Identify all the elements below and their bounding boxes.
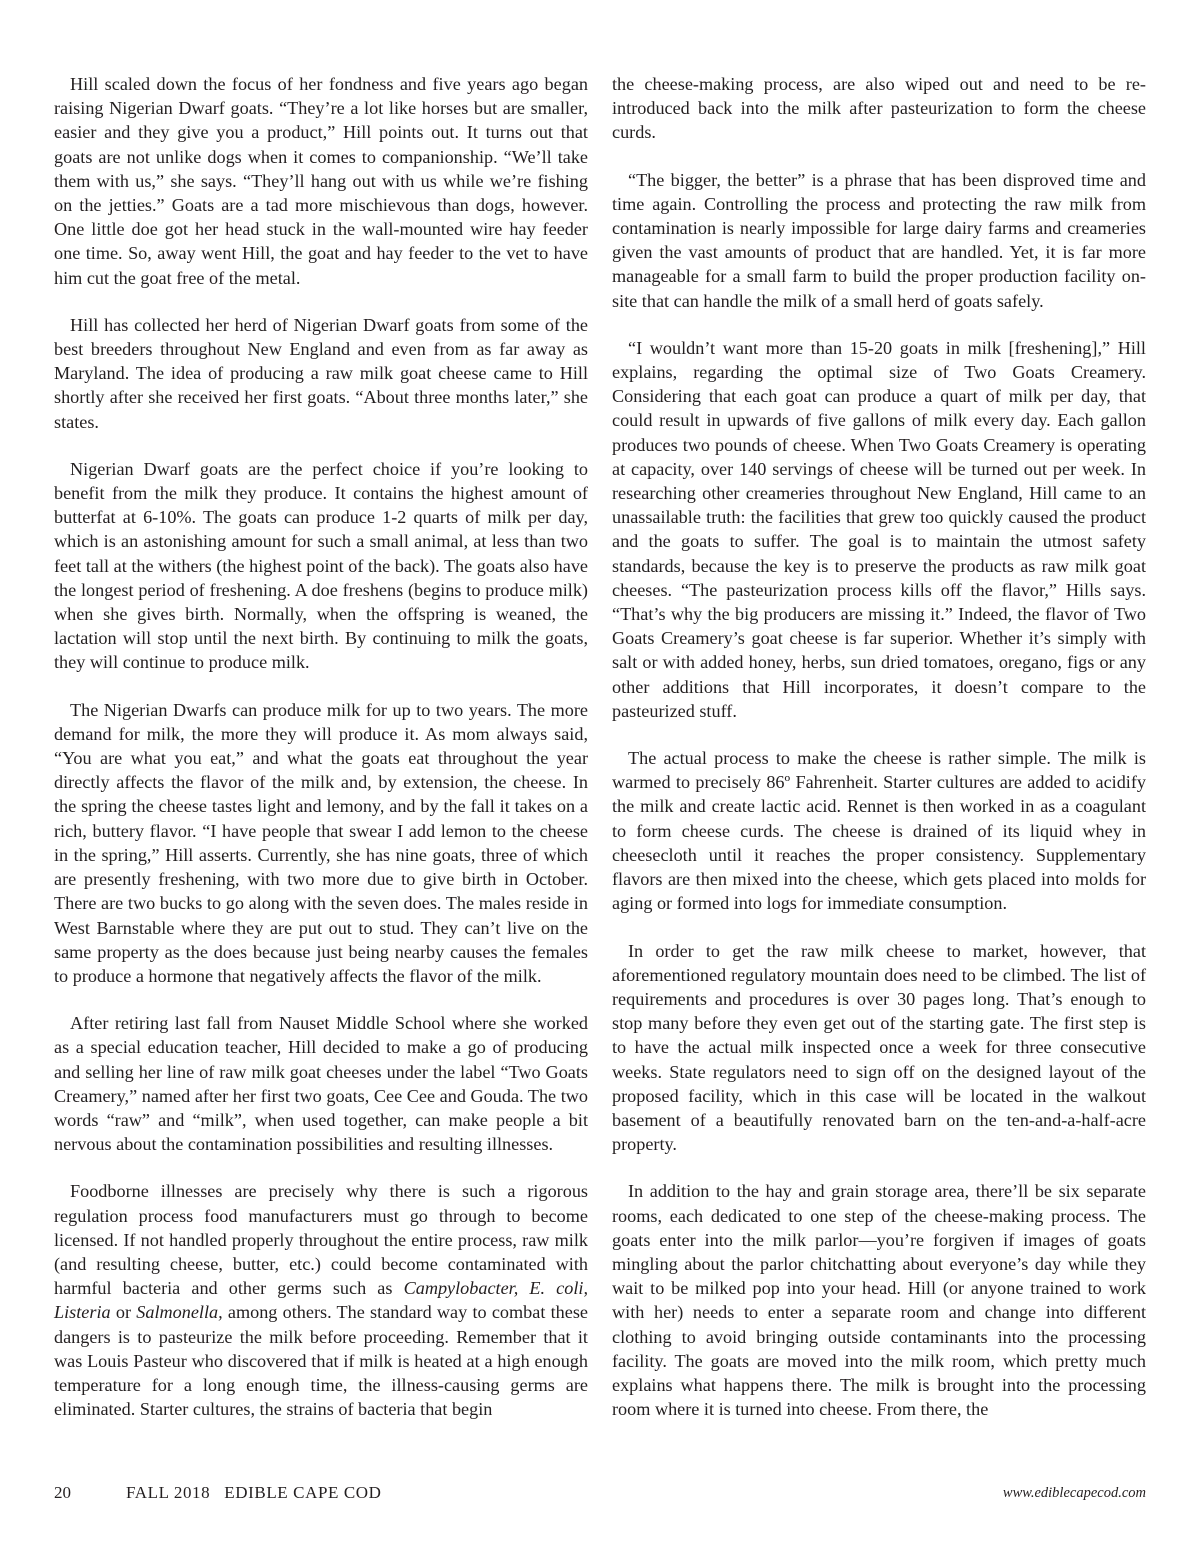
issue-label xyxy=(126,1483,382,1503)
paragraph: “The bigger, the better” is a phrase that has been disproved time and time again. Controlling the process and protecting the raw milk from contamination is nearly impossible for large dairy farms and creameries given the vast amounts of product that are handled. Yet, it is far more manageable for a small farm to build the proper production facility on-site that can handle the milk of a small herd of goats safely. xyxy=(612,169,1146,311)
italic-species-name: Salmonella, xyxy=(136,1302,223,1323)
paragraph: In order to get the raw milk cheese to market, however, that aforementioned regulatory mountain does need to be climbed. The list of requirements and procedures is over 30 pages long. That’s enough to stop many before they even get out of the starting gate. The first step is to have the actual milk inspected once a week for three consecutive weeks. State regulators need to sign off on the designed layout of the proposed facility, which in this case will be located in the walkout basement of a beautifully renovated barn on the ten-and-a-half-acre property. xyxy=(612,940,1146,1155)
italic-species-names: Campylobacter, E. coli, Listeria xyxy=(54,1278,588,1323)
page-number: 20 xyxy=(54,1483,71,1502)
page-footer xyxy=(0,1483,1200,1507)
paragraph: After retiring last fall from Nauset Middle School where she worked as a special education teacher, Hill decided to make a go of producing and selling her line of raw milk goat cheeses under the label “Two Goats Creamery,” named after her first two goats, Cee Cee and Gouda. The two words “raw” and “milk”, when used together, can make people a bit nervous about the contamination possibilities and resulting illnesses. xyxy=(54,1013,588,1155)
left-column xyxy=(54,72,588,1421)
magazine-name: EDIBLE CAPE COD xyxy=(224,1483,382,1502)
paragraph-text: Foodborne illnesses are precisely why there is such a rigorous regulation process food manufacturers must go through to become licensed. If not handled properly throughout the entire process, raw milk (and resulting cheese, butter, etc.) could become contaminated with harmful bacteria and other germs such as xyxy=(54,1181,588,1299)
paragraph-continued: the cheese-making process, are also wiped out and need to be re-introduced back into the milk after pasteurization to form the cheese curds. xyxy=(612,74,1146,143)
paragraph: Hill has collected her herd of Nigerian Dwarf goats from some of the best breeders throughout New England and even from as far away as Maryland. The idea of producing a raw milk goat cheese came to Hill shortly after she received her first goats. “About three months later,” she states. xyxy=(54,314,588,432)
right-column xyxy=(612,72,1146,1421)
paragraph: The Nigerian Dwarfs can produce milk for up to two years. The more demand for milk, the more they will produce it. As mom always said, “You are what you eat,” and what the goats eat throughout the year directly affects the flavor of the milk and, by extension, the cheese. In the spring the cheese tastes light and lemony, and by the fall it takes on a rich, buttery flavor. “I have people that swear I add lemon to the cheese in the spring,” Hill asserts. Currently, she has nine goats, three of which are presently freshening, with two more due to give birth in October. There are two bucks to go along with the seven does. The males reside in West Barnstable where they are put out to stud. They can’t live on the same property as the does because just being nearby causes the females to produce a hormone that negatively affects the flavor of the milk. xyxy=(54,699,588,986)
paragraph xyxy=(54,1179,588,1421)
paragraph: The actual process to make the cheese is rather simple. The milk is warmed to precisely 86º Fahrenheit. Starter cultures are added to acidify the milk and create lactic acid. Rennet is then worked in as a coagulant to form cheese curds. The cheese is drained of its liquid whey in cheesecloth until it reaches the proper consistency. Supplementary flavors are then mixed into the cheese, which gets placed into molds for aging or formed into logs for immediate consumption. xyxy=(612,748,1146,914)
paragraph-text: or xyxy=(110,1302,137,1323)
issue-date: FALL 2018 xyxy=(126,1483,211,1502)
paragraph: Hill scaled down the focus of her fondness and five years ago began raising Nigerian Dwarf goats. “They’re a lot like horses but are smaller, easier and they give you a product,” Hill points out. It turns out that goats are not unlike dogs when it comes to companionship. “We’ll take them with us,” she says. “They’ll hang out with us while we’re fishing on the jetties.” Goats are a tad more mischievous than dogs, however. One little doe got her head stuck in the wall-mounted wire hay feeder one time. So, away went Hill, the goat and hay feeder to the vet to have him cut the goat free of the metal. xyxy=(54,74,588,288)
paragraph: In addition to the hay and grain storage area, there’ll be six separate rooms, each dedicated to one step of the cheese-making process. The goats enter into the milk parlor—you’re forgiven if images of goats mingling about the parlor chitchatting about everyone’s day while they wait to be milked pop into your head. Hill (or anyone trained to work with her) needs to enter a separate room and change into different clothing to avoid bringing outside contaminants into the processing facility. The goats are moved into the milk room, which pretty much explains what happens there. The milk is brought into the processing room where it is turned into cheese. From there, the xyxy=(612,1181,1146,1420)
paragraph-text: among others. The standard way to combat these dangers is to pasteurize the milk before proceeding. Remember that it was Louis Pasteur who discovered that if milk is heated at a high enough temperature for a long enough time, the illness-causing germs are eliminated. Starter cultures, the strains of bacteria that begin xyxy=(54,1302,588,1420)
website-url: www.ediblecapecod.com xyxy=(1002,1485,1146,1501)
paragraph: Nigerian Dwarf goats are the perfect choice if you’re looking to benefit from the milk they produce. It contains the highest amount of butterfat at 6-10%. The goats can produce 1-2 quarts of milk per day, which is an astonishing amount for such a small animal, at less than two feet tall at the withers (the highest point of the back). The goats also have the longest period of freshening. A doe freshens (begins to produce milk) when she gives birth. Normally, when the offspring is weaned, the lactation will stop until the next birth. By continuing to milk the goats, they will continue to produce milk. xyxy=(54,458,588,673)
paragraph: “I wouldn’t want more than 15-20 goats in milk [freshening],” Hill explains, regarding the optimal size of Two Goats Creamery. Considering that each goat can produce a quart of milk per day, that could result in upwards of five gallons of milk every day. Each gallon produces two pounds of cheese. When Two Goats Creamery is operating at capacity, over 140 servings of cheese will be turned out per week. In researching other creameries throughout New England, Hill came to an unassailable truth: the facilities that grew too quickly caused the product and the goats to suffer. The goal is to maintain the utmost safety standards, because the key is to preserve the products as raw milk goat cheeses. “The pasteurization process kills off the flavor,” Hills says. “That’s why the big producers are missing it.” Indeed, the flavor of Two Goats Creamery’s goat cheese is far superior. Whether it’s simply with salt or with added honey, herbs, sun dried tomatoes, oregano, figs or any other additions that Hill incorporates, it doesn’t compare to the pasteurized stuff. xyxy=(612,337,1146,721)
